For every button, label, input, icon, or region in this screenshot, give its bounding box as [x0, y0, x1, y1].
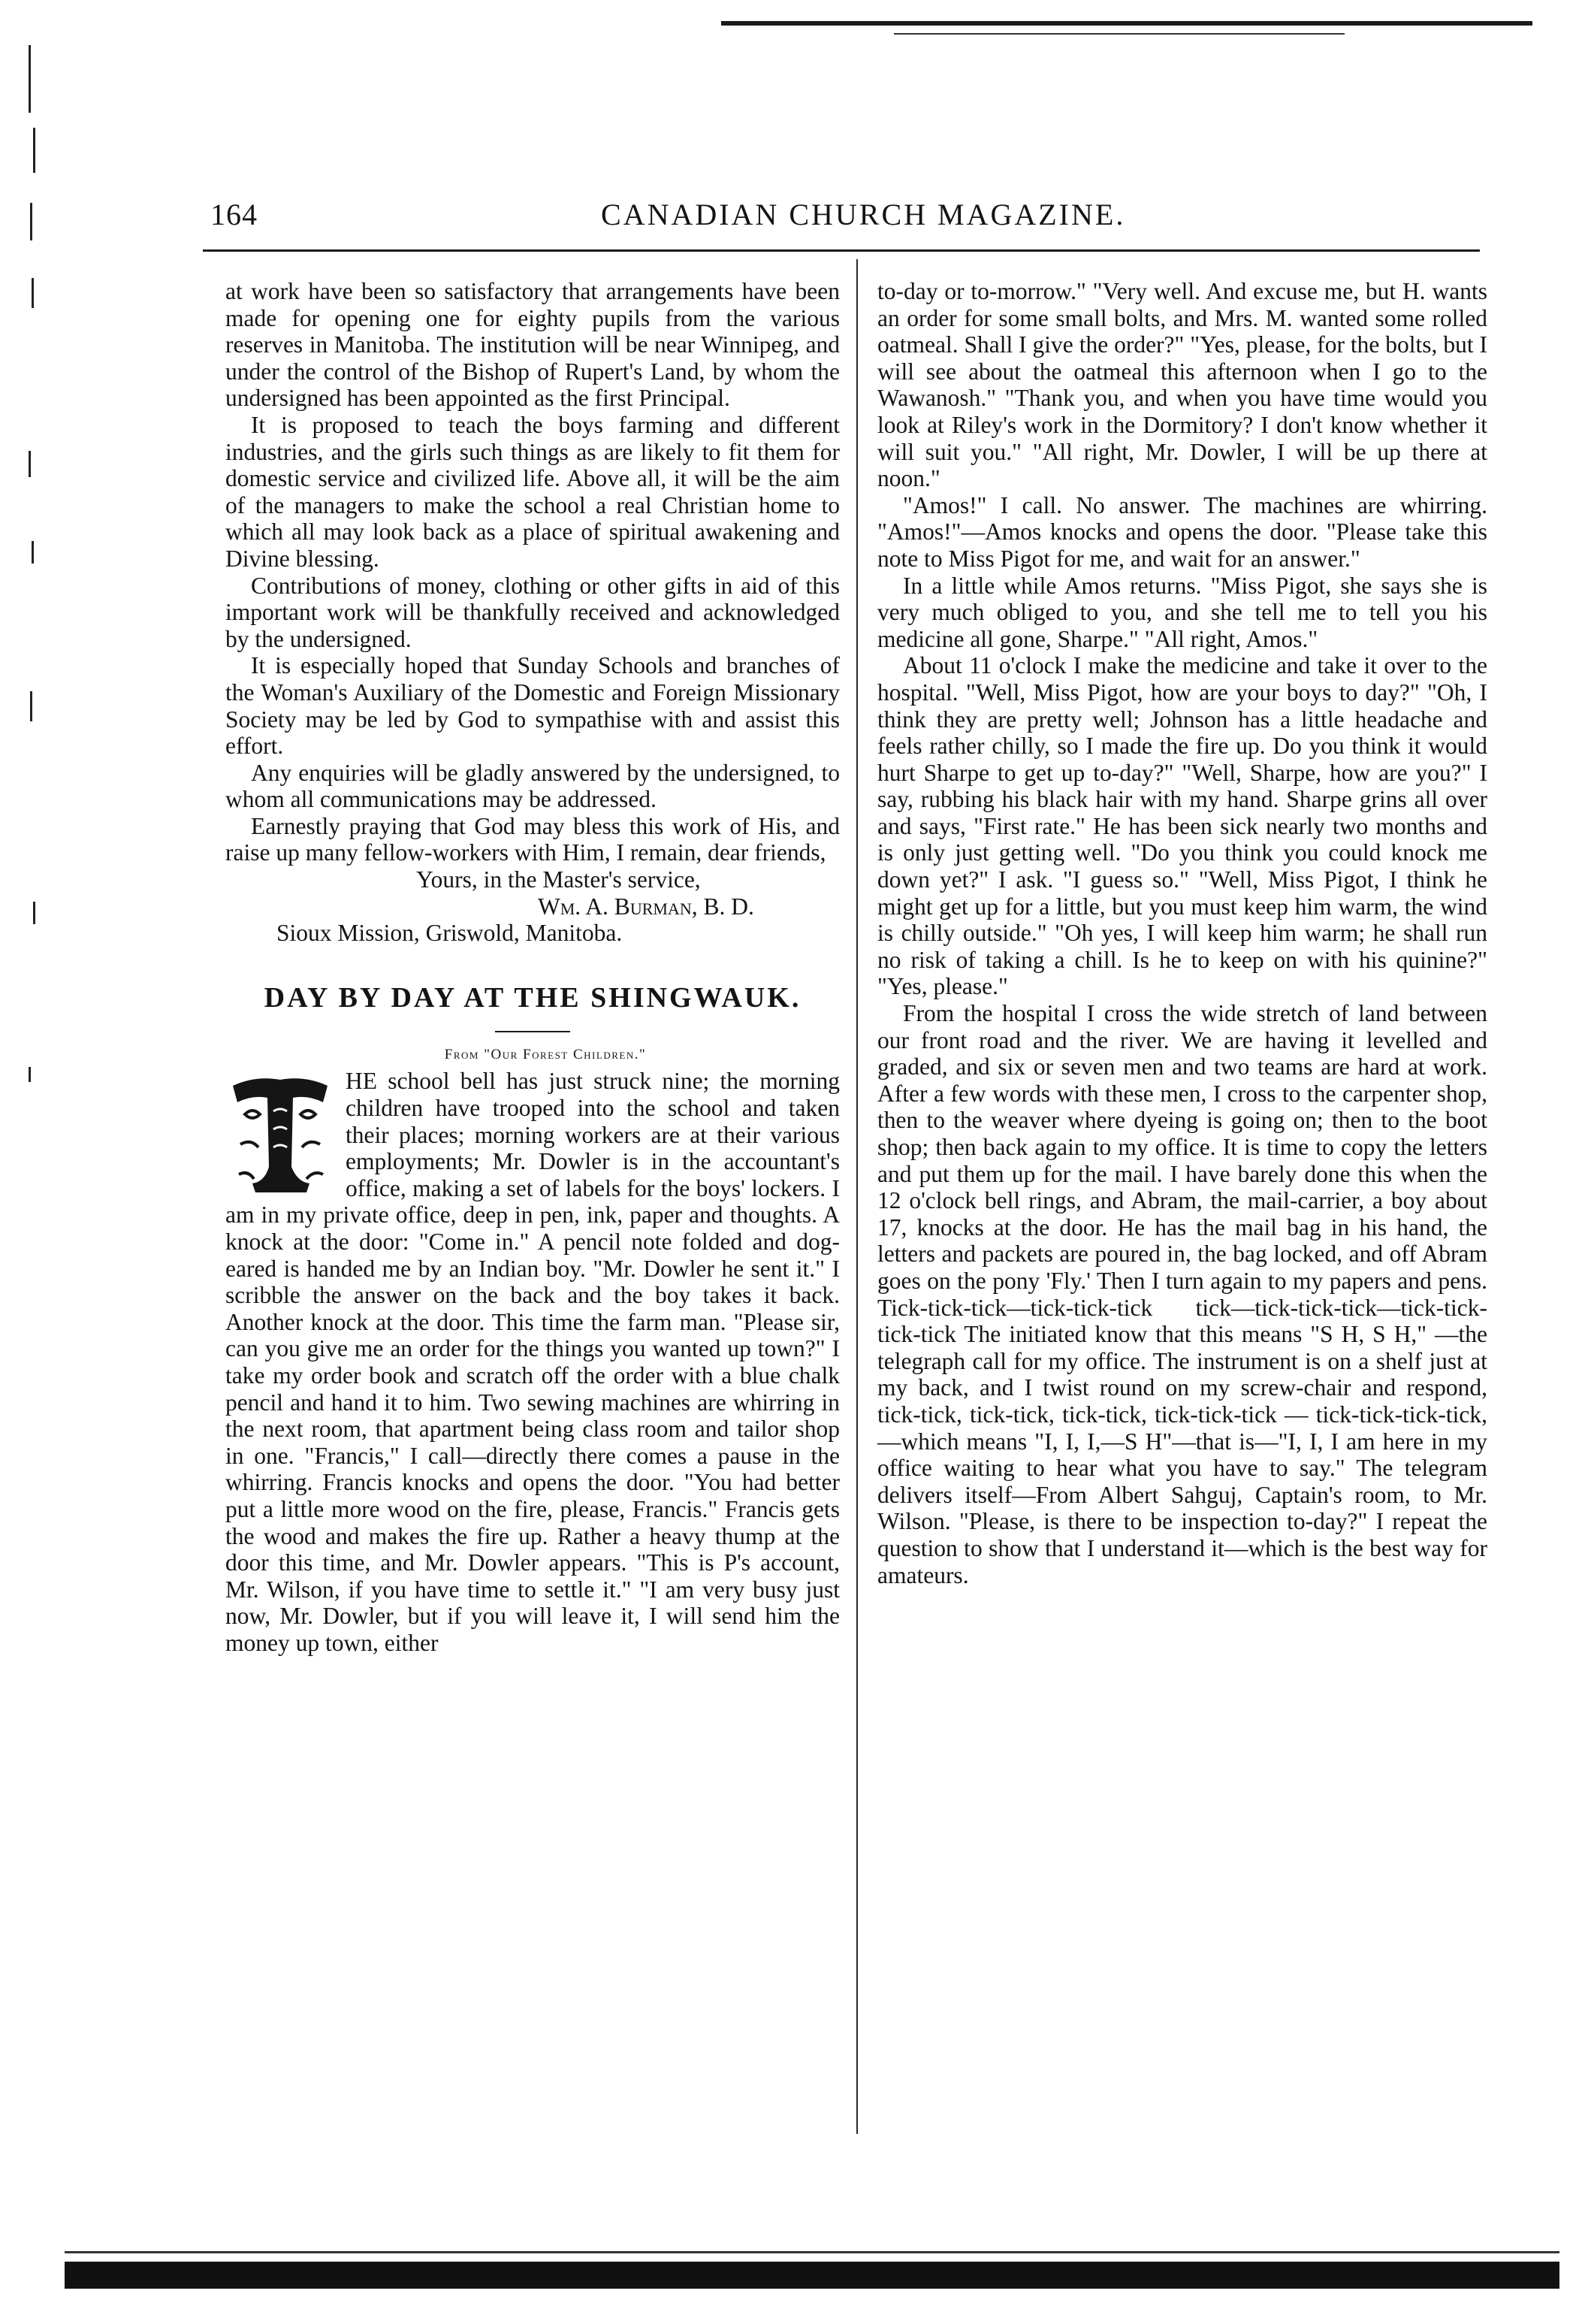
paragraph: It is proposed to teach the boys farming and different industries, and the girls such things as are likely to fit them for domestic service and civilized life. Above all, it will be the aim of the managers to make the school a real Christian home to which all may look back as a place of spiritual awakening and Divine blessing. [225, 411, 840, 572]
paragraph: at work have been so satisfactory that arrangements have been made for opening one for eighty pupils from the various reserves in Manitoba. The institution will be near Winnipeg, and under the control of the Bishop of Rupert's Land, by whom the undersigned has been appointed as the first Principal. [225, 278, 840, 412]
top-thin-rule [894, 33, 1345, 35]
paragraph: Contributions of money, clothing or other gifts in aid of this important work will be thankfully received and acknowledged by the undersigned. [225, 572, 840, 652]
signature-closing: Yours, in the Master's service, [416, 866, 701, 893]
bottom-thin-rule [65, 2251, 1559, 2253]
title-rule [495, 1031, 570, 1032]
paragraph: In a little while Amos returns. "Miss Pigot, she says she is very much obliged to you, and she tell me to tell you his medicine all gone, Sharpe." "All right, Amos." [877, 572, 1487, 652]
paragraph: "Amos!" I call. No answer. The machines are whirring. "Amos!"—Amos knocks and opens the door. "Please take this note to Miss Pigot for me, and wait for an answer." [877, 491, 1487, 572]
signature-place: Sioux Mission, Griswold, Manitoba. [276, 920, 623, 947]
magazine-title: CANADIAN CHURCH MAGAZINE. [601, 198, 1126, 231]
top-printed-rule [721, 21, 1532, 26]
article-title: DAY BY DAY AT THE SHINGWAUK. [264, 981, 802, 1014]
paragraph: It is especially hoped that Sunday Schools and branches of the Woman's Auxiliary of the Domestic and Foreign Missionary Society may be led by God to sympathise with and assist this effort. [225, 652, 840, 760]
paragraph: From the hospital I cross the wide stretch of land between our front road and the river. We are having it levelled and graded, and six or seven men and two teams are hard at work. After a few words with these men, I cross to the carpenter shop, then to the weaver where dyeing is going on; then to the boot shop; then back again to my office. It is time to copy the letters and put them up for the mail. I have barely done this when the 12 o'clock bell rings, and Abram, the mail-carrier, a boy about 17, knocks at the door. He has the mail bag in his hand, the letters and packets are poured in, the bag locked, and off Abram goes on the pony 'Fly.' Then I turn again to my papers and pens. Tick-tick-tick—tick-tick-tick tick—tick-tick-tick—tick-tick-tick-tick The initiated know that this means "S H, S H," —the telegraph call for my office. The instrument is on a shelf just at my back, and I twist round on my screw-chair and respond, tick-tick, tick-tick, tick-tick, tick-tick-tick — tick-tick-tick-tick,—which means "I, I, I,—S H"—that is—"I, I, I am here in my office waiting to hear what you have to say." The telegram delivers itself—From Albert Sahguj, Captain's room, to Mr. Wilson. "Please, is there to be inspection to-day?" I repeat the question to show that I understand it—which is the best way for amateurs. [877, 1000, 1487, 1588]
article-first-paragraph-text: HE school bell has just struck nine; the morning children have trooped into the school and taken their places; morning workers are at their various employments; Mr. Dowler is in the accountant's office, making a set of labels for the boys' lockers. I am in my private office, deep in pen, ink, paper and thoughts. A knock at the door: "Come in." A pencil note folded and dog-eared is handed me by an Indian boy. "Mr. Dowler he sent it." I scribble the answer on the back and the boy takes it back. Another knock at the door. This time the farm man. "Please sir, can you give me an order for the things you wanted up town?" I take my order book and scratch off the order with a blue chalk pencil and hand it to him. Two sewing machines are whirring in the next room, that apartment being class room and tailor shop in one. "Francis," I call—directly there comes a pause in the whirring. Francis knocks and opens the door. "You had better put a little more wood on the fire, please, Francis." Francis gets the wood and makes the fire up. Rather a heavy thump at the door this time, and Mr. Dowler appears. "This is P's account, Mr. Wilson, if you have time to settle it." "I am very busy just now, Mr. Dowler, but if you will leave it, I will send him the money up town, either [225, 1068, 840, 1656]
left-column [225, 278, 840, 1657]
right-column [877, 278, 1487, 1588]
signature-name: Wm. A. Burman, B. D. [538, 893, 754, 920]
column-divider [856, 259, 858, 2134]
paragraph: to-day or to-morrow." "Very well. And excuse me, but H. wants an order for some small bolts, and Mrs. M. wanted some rolled oatmeal. Shall I give the order?" "Yes, please, for the bolts, but I will see about the oatmeal this afternoon when I go to the Wawanosh." "Thank you, and when you have time would you look at Riley's work in the Dormitory? I don't know whether it will suit you." "All right, Mr. Dowler, I will be up there at noon." [877, 278, 1487, 492]
paragraph: Earnestly praying that God may bless this work of His, and raise up many fellow-workers with Him, I remain, dear friends, [225, 812, 840, 866]
binding-edge-marks [23, 30, 53, 1082]
bottom-printed-rule [65, 2262, 1559, 2289]
ornamental-dropcap [225, 1069, 335, 1195]
paragraph: Any enquiries will be gladly answered by the undersigned, to whom all communications may be addressed. [225, 759, 840, 813]
page-number: 164 [210, 198, 258, 231]
article-first-paragraph [225, 1068, 840, 1656]
paragraph: About 11 o'clock I make the medicine and take it over to the hospital. "Well, Miss Pigot, how are your boys to day?" "Oh, I think they are pretty well; Johnson has a little headache and feels rather chilly, so I made the fire up. Do you think it would hurt Sharpe to get up to-day?" "Well, Sharpe, how are you?" I say, rubbing his black hair with my hand. Sharpe grins all over and says, "First rate." He has been sick nearly two months and is only just getting well. "Do you think you could knock me down yet?" I ask. "I guess so." "Well, Miss Pigot, I think he might get up for a little, but you must keep him warm, the wind is chilly outside." "Oh yes, I will keep him warm; he shall run no risk of taking a chill. Is he to keep on with his quinine?" "Yes, please." [877, 652, 1487, 1000]
header-rule [203, 249, 1480, 252]
page-header [203, 197, 1487, 242]
article-source: From "Our Forest Children." [444, 1046, 647, 1062]
